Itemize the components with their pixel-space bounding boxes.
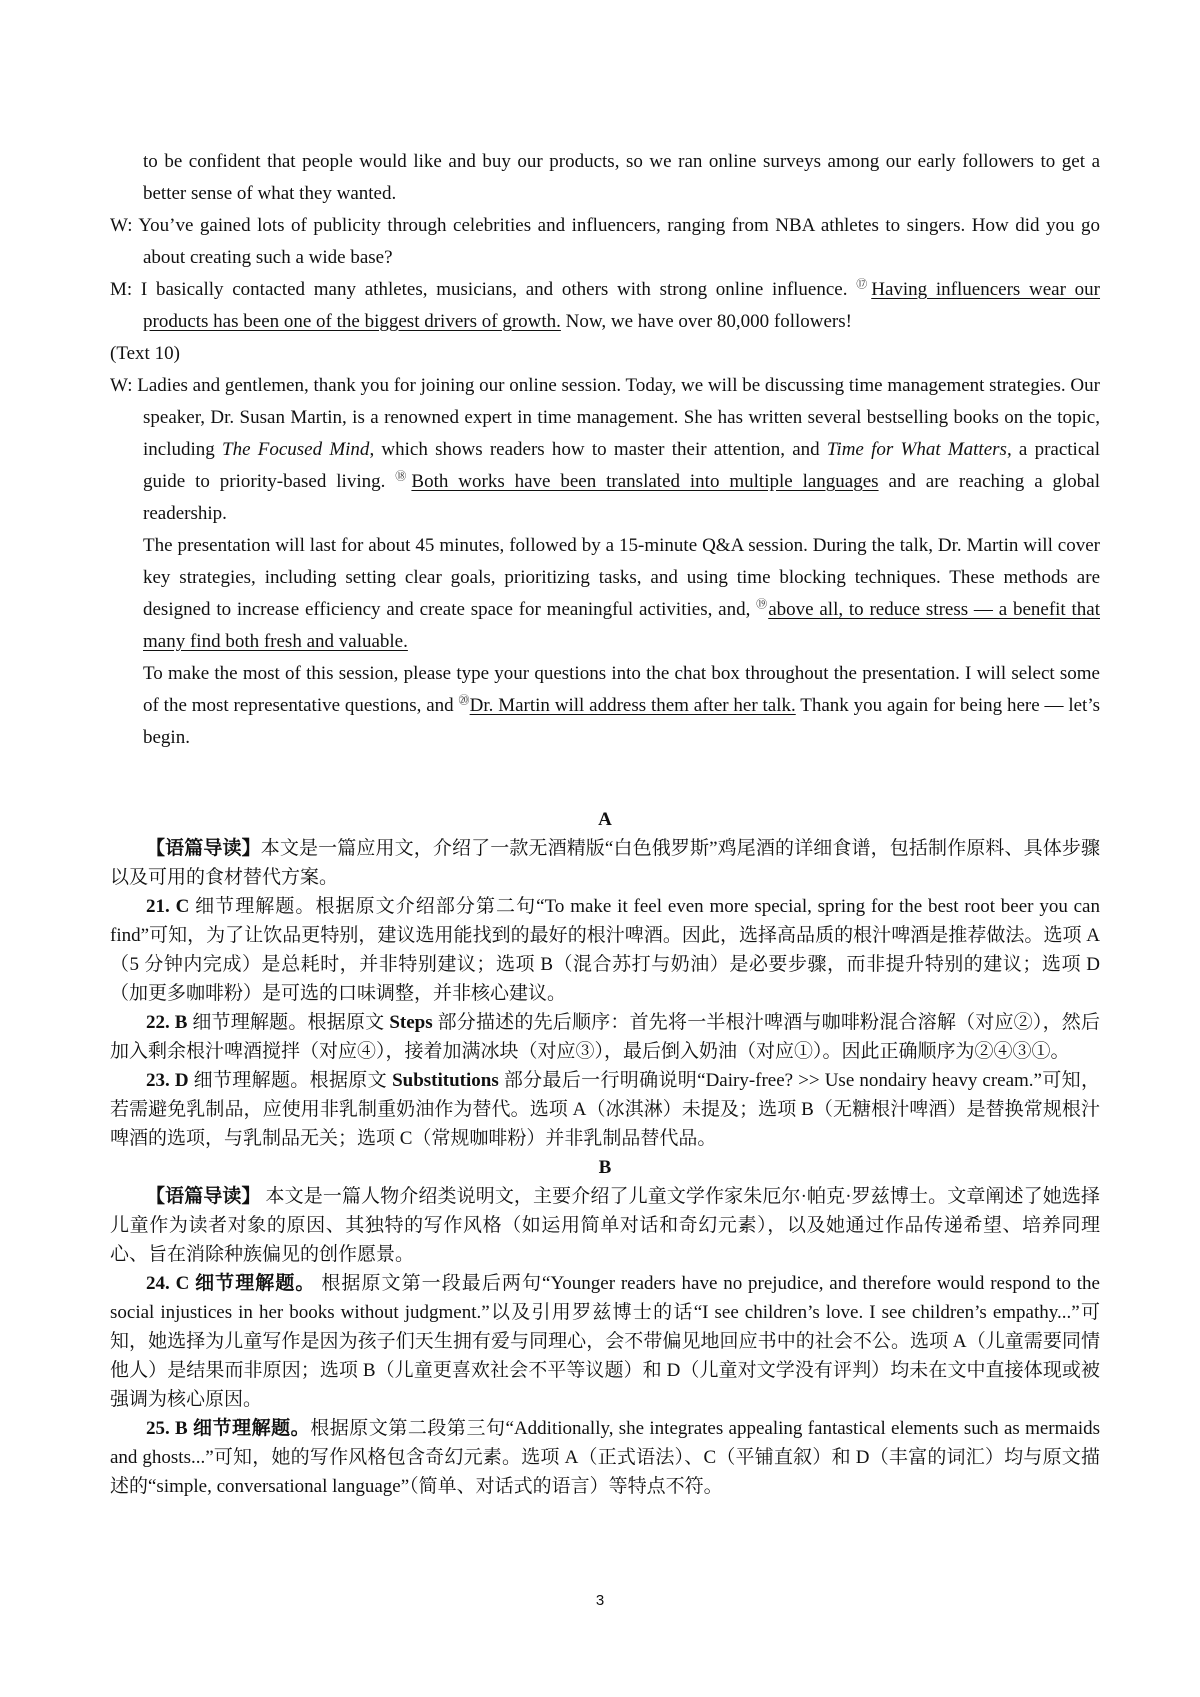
monologue-text: Ladies and gentlemen, thank you for joining our online session. Today, we will be discussing time management strategies. Our speaker, Dr. Susan Martin, is a renowned expert in time management. She has written several bestselling books on the topic, including <box>137 375 1100 460</box>
answer-21 <box>110 892 1100 1008</box>
underlined-evidence-20: Dr. Martin will address them after her talk. <box>469 695 796 716</box>
monologue-p1 <box>110 370 1100 530</box>
answer-text: 根据原文第二段第三句“Additionally, she integrates appealing fantastical elements such as mermaids and ghosts...”可知，她的写作风格包含奇幻元素。选项 A（正式语法）、C（平铺直叙）和 D（丰富的词汇）均与原文描述的“simple, conversational language”（简单、对话式的语言）等特点不符。 <box>110 1418 1100 1497</box>
speaker-w: W: <box>110 375 138 396</box>
monologue-p2 <box>110 530 1100 658</box>
dialogue-m1 <box>110 274 1100 338</box>
answer-text: 部分描述的先后顺序：首先将一半根汁啤酒与咖啡粉混合溶解（对应②），然后加入剩余根汁啤酒搅拌（对应④），接着加满冰块（对应③），最后倒入奶油（对应①）。因此正确顺序为②④③①。 <box>110 1012 1100 1062</box>
monologue-text: The presentation will last for about 45 minutes, followed by a 15-minute Q&A session. During the talk, Dr. Martin will cover key strategies, including setting clear goals, prioritizing tasks, and using time blocking techniques. These methods are designed to increase efficiency and create space for meaningful activities, and, <box>143 535 1100 620</box>
dialogue-text: Now, we have over 80,000 followers! <box>560 311 852 332</box>
question-number: 25. B 细节理解题。 <box>146 1418 311 1439</box>
answer-marker-20: ⑳ <box>458 694 470 707</box>
monologue-text: , which shows readers how to master their attention, and <box>369 439 827 460</box>
answer-text: 根据原文第一段最后两句“Younger readers have no prejudice, and therefore would respond to the social injustices in her books without judgment.”以及引用罗兹博士的话“I see children’s love. I see children’s empathy...”可知，她选择为儿童写作是因为孩子们天生拥有爱与同理心，会不带偏见地回应书中的社会不公。选项 A（儿童需要同情他人）是结果而非原因；选项 B（儿童更喜欢社会不平等议题）和 D（儿童对文学没有评判）均未在文中直接体现或被强调为核心原因。 <box>110 1273 1100 1410</box>
section-a-heading: A <box>598 809 612 830</box>
underlined-evidence-17: Having influencers wear our products has been one of the biggest drivers of growth. <box>143 279 1101 332</box>
answer-text: 部分最后一行明确说明“Dairy-free? >> Use nondairy heavy cream.”可知，若需避免乳制品，应使用非乳制重奶油作为替代。选项 A（冰淇淋）未提及；选项 B（无糖根汁啤酒）是替换常规根汁啤酒的选项，与乳制品无关；选项 C（常规咖啡粉）并非乳制品替代品。 <box>110 1070 1100 1149</box>
question-number: 23. D <box>146 1070 189 1091</box>
monologue-text: and are reaching a global readership. <box>143 471 1101 524</box>
question-number: 21. C <box>146 896 190 917</box>
speaker-m: M: <box>110 279 141 300</box>
guide-label: 【语篇导读】 <box>146 838 261 859</box>
dialogue-text: You’ve gained lots of publicity through celebrities and influencers, ranging from NBA athletes to singers. How did you go about creating such a wide base? <box>138 215 1100 268</box>
keyword-steps: Steps <box>389 1012 433 1033</box>
underlined-evidence-19: above all, to reduce stress — a benefit that many find both fresh and valuable. <box>143 599 1100 652</box>
transcript-continuation: to be confident that people would like and buy our products, so we ran online surveys among our early followers to get a better sense of what they wanted. <box>143 151 1100 204</box>
underlined-evidence-18: Both works have been translated into multiple languages <box>411 471 879 492</box>
monologue-text: Thank you again for being here — let’s begin. <box>143 695 1100 748</box>
dialogue-text: I basically contacted many athletes, musicians, and others with strong online influence. <box>140 279 857 300</box>
section-b-heading: B <box>598 1157 612 1178</box>
section-a-guide <box>110 834 1100 892</box>
book-title-2: Time for What Matters <box>826 439 1007 460</box>
answer-25 <box>110 1414 1100 1501</box>
answer-text: 细节理解题。根据原文介绍部分第二句“To make it feel even more special, spring for the best root beer you can find”可知，为了让饮品更特别，建议选用能找到的最好的根汁啤酒。因此，选择高品质的根汁啤酒是推荐做法。选项 A（5 分钟内完成）是总耗时，并非特别建议；选项 B（混合苏打与奶油）是必要步骤，而非提升特别的建议；选项 D（加更多咖啡粉）是可选的口味调整，并非核心建议。 <box>110 896 1100 1004</box>
answer-22 <box>110 1008 1100 1066</box>
section-b-guide <box>110 1182 1100 1269</box>
answer-marker-18: ⑱ <box>395 470 412 483</box>
speaker-w: W: <box>110 215 139 236</box>
guide-label: 【语篇导读】 <box>146 1186 261 1207</box>
book-title-1: The Focused Mind <box>222 439 370 460</box>
answer-marker-17: ⑰ <box>856 278 872 291</box>
answer-text: 细节理解题。根据原文 <box>188 1070 393 1091</box>
guide-text: 本文是一篇人物介绍类说明文，主要介绍了儿童文学作家朱厄尔·帕克·罗兹博士。文章阐述了她选择儿童作为读者对象的原因、其独特的写作风格（如运用简单对话和奇幻元素），以及她通过作品传递希望、培养同理心、旨在消除种族偏见的创作愿景。 <box>110 1186 1100 1265</box>
question-number: 24. C 细节理解题。 <box>146 1273 316 1294</box>
monologue-p3 <box>110 658 1100 754</box>
answer-24 <box>110 1269 1100 1414</box>
keyword-substitutions: Substitutions <box>392 1070 499 1091</box>
monologue-text: , a practical guide to priority-based living. <box>143 439 1100 492</box>
answer-text: 细节理解题。根据原文 <box>187 1012 390 1033</box>
monologue-text: To make the most of this session, please type your questions into the chat box throughout the presentation. I will select some of the most representative questions, and <box>143 663 1100 716</box>
question-number: 22. B <box>146 1012 188 1033</box>
guide-text: 本文是一篇应用文，介绍了一款无酒精版“白色俄罗斯”鸡尾酒的详细食谱，包括制作原料、具体步骤以及可用的食材替代方案。 <box>110 838 1100 888</box>
listening-transcript <box>110 146 1100 754</box>
answer-23 <box>110 1066 1100 1153</box>
answer-explanations <box>110 805 1100 1501</box>
page-number: 3 <box>595 1592 605 1609</box>
text10-label: (Text 10) <box>110 343 180 364</box>
answer-marker-19: ⑲ <box>756 598 769 611</box>
dialogue-w1 <box>110 210 1100 274</box>
